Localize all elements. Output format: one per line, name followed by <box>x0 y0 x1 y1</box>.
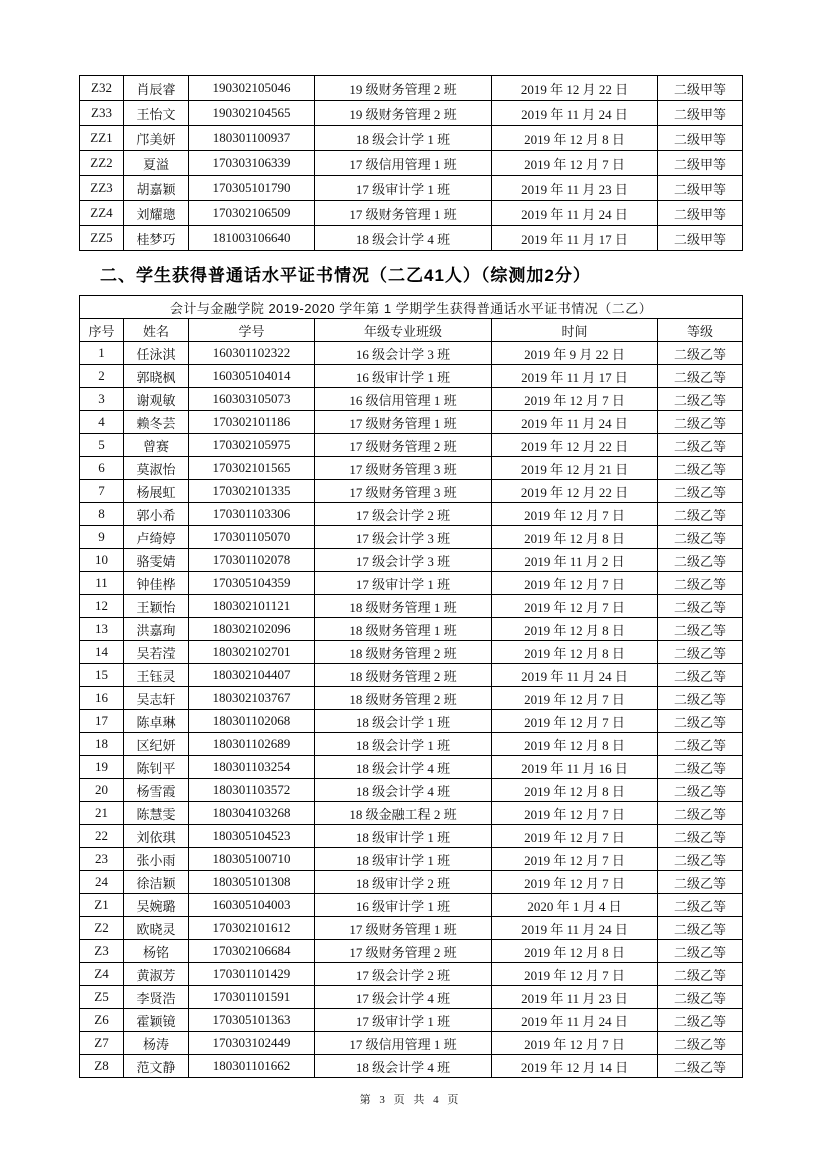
cell-student-name: 吴婉璐 <box>124 894 189 917</box>
cell-seq: 5 <box>80 434 124 457</box>
table-row <box>80 618 743 641</box>
cell-grade: 二级乙等 <box>658 917 743 940</box>
table-row <box>80 963 743 986</box>
cell-date: 2020 年 1 月 4 日 <box>492 894 658 917</box>
cell-grade: 二级乙等 <box>658 940 743 963</box>
cell-date: 2019 年 12 月 22 日 <box>492 480 658 503</box>
cell-grade: 二级乙等 <box>658 871 743 894</box>
table-row <box>80 549 743 572</box>
cell-class: 17 级会计学 2 班 <box>315 503 492 526</box>
cell-seq: Z5 <box>80 986 124 1009</box>
cell-seq: Z3 <box>80 940 124 963</box>
cell-grade: 二级乙等 <box>658 411 743 434</box>
cell-student-id: 170301103306 <box>189 503 315 526</box>
cell-class: 17 级财务管理 1 班 <box>315 411 492 434</box>
cell-seq: ZZ4 <box>80 201 124 226</box>
table-row <box>80 411 743 434</box>
table-row <box>80 76 743 101</box>
cell-seq: Z8 <box>80 1055 124 1078</box>
cell-student-name: 刘依琪 <box>124 825 189 848</box>
cell-date: 2019 年 12 月 7 日 <box>492 871 658 894</box>
cell-class: 17 级财务管理 2 班 <box>315 940 492 963</box>
cell-class: 18 级审计学 1 班 <box>315 825 492 848</box>
cell-student-name: 郭小希 <box>124 503 189 526</box>
cell-student-id: 180301102068 <box>189 710 315 733</box>
document-page <box>79 75 742 1107</box>
table-row <box>80 687 743 710</box>
table-row <box>80 176 743 201</box>
cell-student-name: 徐洁颖 <box>124 871 189 894</box>
cell-student-name: 邝美妍 <box>124 126 189 151</box>
table-row <box>80 480 743 503</box>
cell-student-id: 180302104407 <box>189 664 315 687</box>
cell-date: 2019 年 11 月 24 日 <box>492 917 658 940</box>
table-row <box>80 894 743 917</box>
section-heading: 二、学生获得普通话水平证书情况（二乙41人）（综测加2分） <box>100 266 591 285</box>
cell-student-id: 180302102096 <box>189 618 315 641</box>
cell-seq: 3 <box>80 388 124 411</box>
cell-student-id: 170305101363 <box>189 1009 315 1032</box>
cell-date: 2019 年 11 月 24 日 <box>492 201 658 226</box>
table-row <box>80 940 743 963</box>
cell-class: 17 级审计学 1 班 <box>315 1009 492 1032</box>
cell-grade: 二级甲等 <box>658 151 743 176</box>
cell-student-name: 杨铭 <box>124 940 189 963</box>
cell-grade: 二级乙等 <box>658 848 743 871</box>
cell-seq: ZZ2 <box>80 151 124 176</box>
cell-class: 18 级会计学 1 班 <box>315 733 492 756</box>
table-row <box>80 710 743 733</box>
table-row <box>80 434 743 457</box>
cell-student-id: 170302101186 <box>189 411 315 434</box>
header-name: 姓名 <box>124 319 189 342</box>
cell-date: 2019 年 12 月 7 日 <box>492 687 658 710</box>
cell-seq: Z2 <box>80 917 124 940</box>
cell-student-name: 王颖怡 <box>124 595 189 618</box>
table-row <box>80 802 743 825</box>
cell-date: 2019 年 12 月 8 日 <box>492 940 658 963</box>
cell-grade: 二级甲等 <box>658 76 743 101</box>
cell-student-id: 180302101121 <box>189 595 315 618</box>
cell-student-name: 洪嘉珣 <box>124 618 189 641</box>
cell-date: 2019 年 12 月 7 日 <box>492 572 658 595</box>
table-row <box>80 572 743 595</box>
cell-date: 2019 年 12 月 14 日 <box>492 1055 658 1078</box>
cell-date: 2019 年 12 月 8 日 <box>492 733 658 756</box>
cell-grade: 二级乙等 <box>658 1009 743 1032</box>
cell-seq: ZZ5 <box>80 226 124 251</box>
cell-seq: ZZ3 <box>80 176 124 201</box>
cell-grade: 二级乙等 <box>658 687 743 710</box>
cell-student-name: 杨涛 <box>124 1032 189 1055</box>
cell-student-name: 任泳淇 <box>124 342 189 365</box>
header-class: 年级专业班级 <box>315 319 492 342</box>
cell-date: 2019 年 11 月 24 日 <box>492 101 658 126</box>
cell-seq: 4 <box>80 411 124 434</box>
cell-date: 2019 年 12 月 8 日 <box>492 526 658 549</box>
cell-student-name: 杨展虹 <box>124 480 189 503</box>
cell-date: 2019 年 12 月 8 日 <box>492 779 658 802</box>
cell-seq: 2 <box>80 365 124 388</box>
cell-class: 18 级会计学 1 班 <box>315 126 492 151</box>
table-row <box>80 664 743 687</box>
cell-grade: 二级乙等 <box>658 733 743 756</box>
cell-date: 2019 年 12 月 7 日 <box>492 963 658 986</box>
cell-student-name: 陈卓琳 <box>124 710 189 733</box>
cell-student-id: 170305104359 <box>189 572 315 595</box>
header-student-id: 学号 <box>189 319 315 342</box>
table-row <box>80 226 743 251</box>
cell-student-id: 180301101662 <box>189 1055 315 1078</box>
cell-date: 2019 年 12 月 21 日 <box>492 457 658 480</box>
cell-seq: 12 <box>80 595 124 618</box>
cell-class: 17 级会计学 3 班 <box>315 526 492 549</box>
table-header-row <box>80 319 743 342</box>
cell-seq: 10 <box>80 549 124 572</box>
cell-student-name: 范文静 <box>124 1055 189 1078</box>
cell-student-id: 170301105070 <box>189 526 315 549</box>
cell-seq: Z1 <box>80 894 124 917</box>
cell-student-id: 180305100710 <box>189 848 315 871</box>
cell-date: 2019 年 12 月 8 日 <box>492 618 658 641</box>
cell-class: 19 级财务管理 2 班 <box>315 101 492 126</box>
cell-student-name: 李贤浩 <box>124 986 189 1009</box>
table-row <box>80 986 743 1009</box>
cell-date: 2019 年 11 月 17 日 <box>492 226 658 251</box>
cell-seq: 14 <box>80 641 124 664</box>
cell-grade: 二级乙等 <box>658 549 743 572</box>
cell-grade: 二级乙等 <box>658 342 743 365</box>
cell-class: 17 级财务管理 2 班 <box>315 434 492 457</box>
cell-date: 2019 年 11 月 24 日 <box>492 664 658 687</box>
table-row <box>80 779 743 802</box>
cell-grade: 二级乙等 <box>658 572 743 595</box>
table-row <box>80 126 743 151</box>
cell-class: 18 级财务管理 2 班 <box>315 641 492 664</box>
cell-student-name: 欧晓灵 <box>124 917 189 940</box>
cell-student-id: 180301103254 <box>189 756 315 779</box>
cell-grade: 二级乙等 <box>658 641 743 664</box>
cell-date: 2019 年 9 月 22 日 <box>492 342 658 365</box>
table-row <box>80 201 743 226</box>
table-row <box>80 342 743 365</box>
cell-student-name: 钟佳桦 <box>124 572 189 595</box>
cell-student-name: 胡嘉颖 <box>124 176 189 201</box>
table-row <box>80 595 743 618</box>
cell-class: 17 级会计学 4 班 <box>315 986 492 1009</box>
cell-date: 2019 年 11 月 17 日 <box>492 365 658 388</box>
cell-seq: Z33 <box>80 101 124 126</box>
table-row <box>80 365 743 388</box>
cell-student-name: 陈慧雯 <box>124 802 189 825</box>
cell-seq: 1 <box>80 342 124 365</box>
cell-class: 16 级信用管理 1 班 <box>315 388 492 411</box>
cell-class: 18 级会计学 4 班 <box>315 1055 492 1078</box>
cell-grade: 二级乙等 <box>658 1055 743 1078</box>
cell-class: 16 级审计学 1 班 <box>315 894 492 917</box>
table-row <box>80 388 743 411</box>
cell-seq: 15 <box>80 664 124 687</box>
cell-student-name: 吴志轩 <box>124 687 189 710</box>
cell-seq: 6 <box>80 457 124 480</box>
cell-student-name: 黄淑芳 <box>124 963 189 986</box>
cell-class: 18 级财务管理 1 班 <box>315 595 492 618</box>
cell-date: 2019 年 12 月 22 日 <box>492 434 658 457</box>
cell-student-id: 180301102689 <box>189 733 315 756</box>
cell-date: 2019 年 11 月 2 日 <box>492 549 658 572</box>
cell-date: 2019 年 11 月 24 日 <box>492 411 658 434</box>
cell-grade: 二级乙等 <box>658 802 743 825</box>
cell-grade: 二级乙等 <box>658 388 743 411</box>
cell-class: 18 级金融工程 2 班 <box>315 802 492 825</box>
table-row <box>80 871 743 894</box>
cell-grade: 二级乙等 <box>658 457 743 480</box>
cell-date: 2019 年 12 月 22 日 <box>492 76 658 101</box>
cell-student-name: 霍颖镜 <box>124 1009 189 1032</box>
cell-seq: Z7 <box>80 1032 124 1055</box>
cell-class: 17 级会计学 3 班 <box>315 549 492 572</box>
cell-class: 17 级审计学 1 班 <box>315 176 492 201</box>
cell-class: 17 级财务管理 1 班 <box>315 917 492 940</box>
cell-seq: 23 <box>80 848 124 871</box>
cell-seq: Z4 <box>80 963 124 986</box>
cell-grade: 二级乙等 <box>658 825 743 848</box>
cell-class: 18 级财务管理 1 班 <box>315 618 492 641</box>
cell-class: 17 级财务管理 3 班 <box>315 480 492 503</box>
cell-student-id: 160303105073 <box>189 388 315 411</box>
cell-student-name: 谢观敏 <box>124 388 189 411</box>
cell-class: 18 级审计学 2 班 <box>315 871 492 894</box>
cell-student-name: 赖冬芸 <box>124 411 189 434</box>
cell-student-id: 180301100937 <box>189 126 315 151</box>
cell-grade: 二级乙等 <box>658 503 743 526</box>
cell-date: 2019 年 12 月 7 日 <box>492 595 658 618</box>
cell-grade: 二级乙等 <box>658 480 743 503</box>
cell-class: 18 级会计学 4 班 <box>315 756 492 779</box>
table-row <box>80 1032 743 1055</box>
cell-seq: 17 <box>80 710 124 733</box>
cell-grade: 二级乙等 <box>658 434 743 457</box>
cell-student-name: 吴若滢 <box>124 641 189 664</box>
table-row <box>80 503 743 526</box>
cell-date: 2019 年 11 月 24 日 <box>492 1009 658 1032</box>
cell-class: 18 级财务管理 2 班 <box>315 687 492 710</box>
page-footer: 第 3 页 共 4 页 <box>359 1094 462 1106</box>
cell-student-id: 170301102078 <box>189 549 315 572</box>
cell-seq: 9 <box>80 526 124 549</box>
cell-date: 2019 年 12 月 7 日 <box>492 503 658 526</box>
cell-student-name: 骆雯婧 <box>124 549 189 572</box>
table-row <box>80 1009 743 1032</box>
cell-class: 17 级信用管理 1 班 <box>315 151 492 176</box>
cell-date: 2019 年 11 月 23 日 <box>492 986 658 1009</box>
cell-seq: 8 <box>80 503 124 526</box>
cell-student-id: 170302105975 <box>189 434 315 457</box>
cell-date: 2019 年 12 月 8 日 <box>492 641 658 664</box>
cell-student-name: 夏溢 <box>124 151 189 176</box>
cell-class: 16 级审计学 1 班 <box>315 365 492 388</box>
cell-student-id: 180305101308 <box>189 871 315 894</box>
cell-seq: 21 <box>80 802 124 825</box>
cell-seq: 20 <box>80 779 124 802</box>
cell-date: 2019 年 11 月 23 日 <box>492 176 658 201</box>
cell-student-name: 肖辰睿 <box>124 76 189 101</box>
cell-student-id: 170305101790 <box>189 176 315 201</box>
cell-date: 2019 年 12 月 7 日 <box>492 710 658 733</box>
cell-student-id: 170302101565 <box>189 457 315 480</box>
cell-seq: Z6 <box>80 1009 124 1032</box>
cell-student-id: 170301101429 <box>189 963 315 986</box>
cell-class: 18 级审计学 1 班 <box>315 848 492 871</box>
cell-class: 19 级财务管理 2 班 <box>315 76 492 101</box>
cell-student-name: 杨雪霞 <box>124 779 189 802</box>
cell-date: 2019 年 12 月 8 日 <box>492 126 658 151</box>
cell-student-id: 170301101591 <box>189 986 315 1009</box>
cell-student-id: 170302106509 <box>189 201 315 226</box>
cell-student-id: 170302101612 <box>189 917 315 940</box>
cell-student-name: 张小雨 <box>124 848 189 871</box>
table-row <box>80 1055 743 1078</box>
cell-date: 2019 年 11 月 16 日 <box>492 756 658 779</box>
cell-class: 16 级会计学 3 班 <box>315 342 492 365</box>
cell-student-id: 170302101335 <box>189 480 315 503</box>
cell-grade: 二级甲等 <box>658 101 743 126</box>
table-row <box>80 526 743 549</box>
table-title-row <box>80 296 743 319</box>
cell-grade: 二级乙等 <box>658 1032 743 1055</box>
table-row <box>80 457 743 480</box>
cell-seq: 19 <box>80 756 124 779</box>
cell-class: 17 级会计学 2 班 <box>315 963 492 986</box>
cell-student-name: 桂梦巧 <box>124 226 189 251</box>
cell-grade: 二级甲等 <box>658 126 743 151</box>
cell-date: 2019 年 12 月 7 日 <box>492 825 658 848</box>
cell-grade: 二级乙等 <box>658 365 743 388</box>
cell-student-id: 180304103268 <box>189 802 315 825</box>
cell-grade: 二级甲等 <box>658 176 743 201</box>
cell-grade: 二级乙等 <box>658 779 743 802</box>
cell-student-id: 160301102322 <box>189 342 315 365</box>
cell-grade: 二级乙等 <box>658 710 743 733</box>
cell-student-id: 180301103572 <box>189 779 315 802</box>
cell-seq: 16 <box>80 687 124 710</box>
cell-grade: 二级乙等 <box>658 618 743 641</box>
cell-student-name: 莫淑怡 <box>124 457 189 480</box>
cell-student-id: 180302103767 <box>189 687 315 710</box>
table-row <box>80 641 743 664</box>
cell-seq: 13 <box>80 618 124 641</box>
table-title: 会计与金融学院 2019-2020 学年第 1 学期学生获得普通话水平证书情况（二乙） <box>80 296 743 319</box>
cell-grade: 二级乙等 <box>658 894 743 917</box>
cell-class: 17 级审计学 1 班 <box>315 572 492 595</box>
table-row <box>80 733 743 756</box>
cell-student-id: 170303102449 <box>189 1032 315 1055</box>
cell-grade: 二级乙等 <box>658 595 743 618</box>
cell-seq: Z32 <box>80 76 124 101</box>
cell-class: 17 级财务管理 1 班 <box>315 201 492 226</box>
cell-grade: 二级乙等 <box>658 526 743 549</box>
cell-student-name: 卢绮婷 <box>124 526 189 549</box>
cell-seq: 18 <box>80 733 124 756</box>
cell-student-name: 刘耀璁 <box>124 201 189 226</box>
table-row <box>80 848 743 871</box>
cell-student-id: 170302106684 <box>189 940 315 963</box>
cell-seq: 22 <box>80 825 124 848</box>
cell-grade: 二级乙等 <box>658 664 743 687</box>
cell-date: 2019 年 12 月 7 日 <box>492 802 658 825</box>
cell-student-id: 190302105046 <box>189 76 315 101</box>
cell-grade: 二级甲等 <box>658 201 743 226</box>
header-date: 时间 <box>492 319 658 342</box>
cell-seq: 11 <box>80 572 124 595</box>
cell-student-name: 郭晓枫 <box>124 365 189 388</box>
cell-student-id: 160305104014 <box>189 365 315 388</box>
cell-date: 2019 年 12 月 7 日 <box>492 1032 658 1055</box>
cell-student-name: 区纪妍 <box>124 733 189 756</box>
cell-student-name: 陈钊平 <box>124 756 189 779</box>
cell-student-name: 王怡文 <box>124 101 189 126</box>
table-row <box>80 101 743 126</box>
cell-grade: 二级乙等 <box>658 756 743 779</box>
cell-seq: 24 <box>80 871 124 894</box>
cell-student-id: 160305104003 <box>189 894 315 917</box>
table-row <box>80 756 743 779</box>
cell-student-id: 170303106339 <box>189 151 315 176</box>
grade-jia-continuation-table <box>79 75 743 251</box>
cell-student-id: 181003106640 <box>189 226 315 251</box>
header-grade: 等级 <box>658 319 743 342</box>
cell-class: 18 级会计学 4 班 <box>315 226 492 251</box>
cell-student-name: 曾赛 <box>124 434 189 457</box>
cell-class: 18 级会计学 1 班 <box>315 710 492 733</box>
cell-class: 17 级财务管理 3 班 <box>315 457 492 480</box>
cell-class: 17 级信用管理 1 班 <box>315 1032 492 1055</box>
table-row <box>80 917 743 940</box>
cell-grade: 二级乙等 <box>658 963 743 986</box>
table-row <box>80 825 743 848</box>
cell-student-id: 180302102701 <box>189 641 315 664</box>
cell-date: 2019 年 12 月 7 日 <box>492 151 658 176</box>
header-seq: 序号 <box>80 319 124 342</box>
cell-seq: ZZ1 <box>80 126 124 151</box>
cell-date: 2019 年 12 月 7 日 <box>492 848 658 871</box>
table-row <box>80 151 743 176</box>
cell-student-name: 王钰灵 <box>124 664 189 687</box>
cell-student-id: 190302104565 <box>189 101 315 126</box>
grade-yi-table <box>79 295 743 1078</box>
cell-seq: 7 <box>80 480 124 503</box>
cell-class: 18 级会计学 4 班 <box>315 779 492 802</box>
cell-class: 18 级财务管理 2 班 <box>315 664 492 687</box>
cell-student-id: 180305104523 <box>189 825 315 848</box>
cell-grade: 二级甲等 <box>658 226 743 251</box>
cell-date: 2019 年 12 月 7 日 <box>492 388 658 411</box>
cell-grade: 二级乙等 <box>658 986 743 1009</box>
